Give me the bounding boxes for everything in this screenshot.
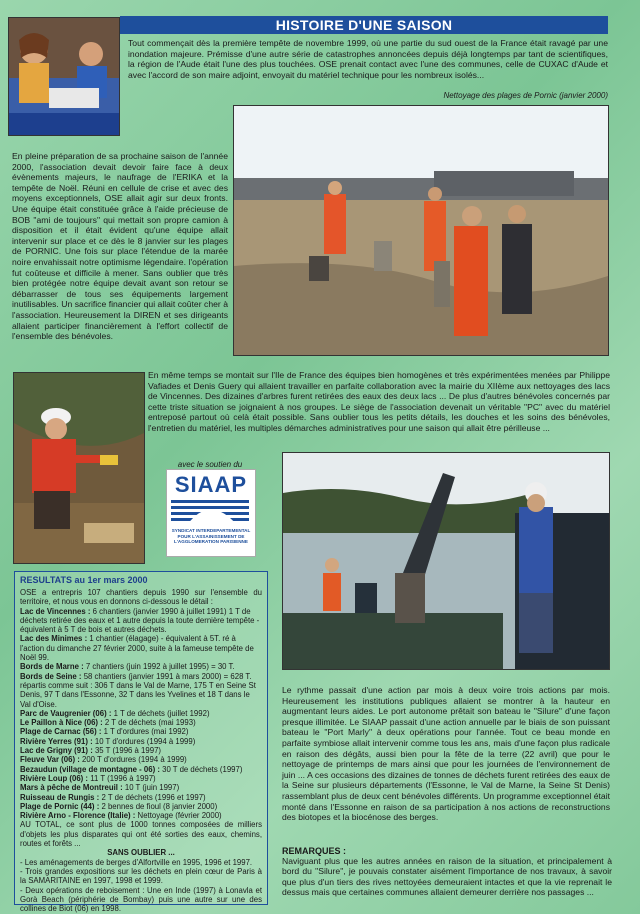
result-item-name: Mars à pêche de Montreuil : [20,783,123,793]
result-item-name: Bords de Marne : [20,662,84,672]
result-item [20,793,262,802]
photo-caption-pornic: Nettoyage des plages de Pornic (janvier 2000) [443,91,608,100]
result-item [20,634,262,662]
result-extra: - Les aménagements de berges d'Alfortville en 1995, 1996 et 1997. [20,857,253,867]
photo-beach-cleanup [233,105,609,356]
result-item [20,737,262,746]
remarks-section [282,846,612,898]
photo-volunteers-workshop-image [9,18,119,135]
result-item [20,783,262,792]
result-item-text: 200 T d'ordures (1994 à 1999) [79,755,187,765]
result-item [20,672,262,709]
result-item [20,765,262,774]
result-item-name: Parc de Vaugrenier (06) : [20,708,112,718]
results-intro: OSE a entrepris 107 chantiers depuis 1990 sur l'ensemble du territoire, et nous vous en donnons ci-dessous le détail : [20,588,262,607]
results-sans-oublier: SANS OUBLIER ... [107,848,175,858]
result-item-text: 10 T d'ordures (1994 à 1999) [92,736,196,746]
result-item [20,607,262,635]
result-item-name: Lac des Minimes : [20,634,88,644]
result-item-name: Rivière Loup (06) : [20,773,89,783]
remarks-text: Naviguant plus que les autres années en raison de la situation, et principalement à bord du "Silure", je pouvais constater aisément l'importance de nos travaux, à savoir que plus d'un tiers des rives nettoyées demeuraient intactes et que la vie reprenait le dessus mais que certaines communes allaient demeurer derrière nos passages ... [282,856,612,898]
result-extra: - Deux opérations de reboisement : Une en Inde (1997) à Lonavla et Gorà Beach (périphérie de Bombay) puis une autre sur une des collines de Biot (06) en 1998. [20,885,262,914]
photo-river-boat [282,452,610,670]
paragraph-rhythm: Le rythme passait d'une action par mois à deux voire trois actions par mois. Heureusement les institutions publiques allaient se montrer à la hauteur en augmentant leurs aides. Le port autonome prêtait son bateau le "Silure" d'une façon presque illimitée. Le SIAAP passait d'une action annuelle par le biais de son puissant bateau le "Port Marly" à deux opérations pour l'année. Tout ce beau monde en parfaite symbiose allait intervenir comme tous les ans, mais d'une façon plus radicale en raison des dégâts, aussi bien pour la fête de la terre (22 avril) que pour le nettoyage de printemps de mars ainsi que pour les journées de l'environnement de juin ... A ces occasions des dizaines de tonnes de déchets furent retirées des eaux de la Seine sur plusieurs départements (l'Essonne, le Val de Marne, la Seine St Denis) rassemblant plus de deux cent bénévoles différents. Un programme exceptionnel était monté dans l'Essonne en raison de sa participation à nos actions de reconstructions des biotopes et la biocénose des berges. [282,685,610,823]
siaap-logo-subtitle: SYNDICAT INTERDEPARTEMENTAL POUR L'ASSAINISSEMENT DE L'AGGLOMERATION PARISIENNE [171,528,251,544]
result-item-text: 2 T de déchets (mai 1993) [102,718,196,728]
results-total: AU TOTAL, ce sont plus de 1000 tonnes composées de milliers d'objets les plus disparates qui ont été sorties des eaux, chemins, routes et forêts ... [20,820,262,849]
result-item-text: 7 chantiers (juin 1992 à juillet 1995) = 30 T. [83,662,235,672]
result-item [20,718,262,727]
photo-young-volunteer-image [14,373,144,563]
result-item-name: Rivière Yerres (91) : [20,736,93,746]
result-extra: - Trois grandes expositions sur les déchets en plein cœur de Paris à la SAMARITAINE en 1997, 1998 et 1999. [20,866,262,886]
result-item [20,709,262,718]
results-extras [20,858,262,914]
result-item-text: 58 chantiers (janvier 1991 à mars 2000) = 628 T. répartis comme suit : 306 T dans le Val de Marne, 175 T en Seine St Denis, 97 T dans l'Essonne, 32 T dans les Yvelines et 18 T dans le Val d'Oise. [20,671,256,709]
photo-volunteers-workshop [8,17,120,136]
result-item [20,774,262,783]
result-item [20,811,262,820]
sponsor-label: avec le soutien du [177,460,243,469]
result-item-text: 1 chantier (élagage) - équivalent à 5T. ré à l'action du dimanche 27 février 2000, suite à la fameuse tempête de Noël 99. [20,634,254,663]
result-item-text: 35 T (1996 à 1997) [92,746,162,756]
result-item-name: Rivière Arno - Florence (Italie) : [20,811,136,821]
result-item-name: Lac de Grigny (91) : [20,746,93,756]
result-item-text: 6 chantiers (janvier 1990 à juillet 1991) 1 T de déchets retirée des eaux et 1 autre depuis la toute dernière tempête - équivalent à 5 T de bois et autres déchets. [20,606,260,635]
result-item-name: Fleuve Var (06) : [20,755,80,765]
photo-young-volunteer [13,372,145,564]
result-item-text: 11 T (1996 à 1997) [88,773,156,783]
result-item-text: 30 T de déchets (1997) [159,764,243,774]
paragraph-vincennes: En même temps se montait sur l'Ile de France des équipes bien homogènes et très expérimentées menées par Philippe Vafiades et Denis Guery qui allaient travailler en parfaite collaboration avec la mairie du XIIème aux nettoyages des lacs de Vincennes. Des dizaines d'arbres furent retirées des eaux des deux lacs ... De plus d'autres bénévoles concernés par cette triste situation se joignaient à nos groupes. Le siège de l'association devenait un véritable "PC" avec du matériel entreposé partout où celà était possible. Sans oublier tous les petits détails, les douches et les soins des bénévoles, l'entretien du matériel, les multiples démarches administratives pour une saison qui allait être périlleuse ... [148,370,610,433]
result-item [20,746,262,755]
result-item-name: Lac de Vincennes : [20,606,91,616]
result-item [20,727,262,736]
result-item [20,755,262,764]
remarks-title: REMARQUES : [282,846,347,856]
siaap-wave-icon [167,498,253,528]
photo-river-boat-image [283,453,609,669]
results-box [14,571,268,914]
intro-paragraph: Tout commençait dès la première tempête de novembre 1999, où une partie du sud ouest de la France était ravagé par une inondation majeure. Prémisse d'une autre série de catastrophes annoncées depuis déjà longtemps par tant de scientifiques, la région de l'Aude était l'une des plus touchées. OSE prenait contact avec l'une des communes, celle de CUXAC d'Aude et avec l'accord de son maire adjoint, envoyait du matériel technique pour les nombreux isolés... [128,38,608,80]
results-title: RESULTATS au 1er mars 2000 [20,575,148,585]
result-item-name: Ruisseau de Rungis : [20,792,100,802]
result-item-text: 1 T d'ordures (mai 1992) [101,727,189,737]
result-item-text: 2 T de déchets (1996 et 1997) [99,792,206,802]
siaap-logo-text: SIAAP [174,472,248,497]
siaap-logo [166,469,256,557]
result-item [20,662,262,671]
photo-beach-cleanup-image [234,106,608,355]
result-item-name: Plage de Carnac (56) : [20,727,102,737]
result-item-text: 2 bennes de fioul (8 janvier 2000) [99,801,218,811]
result-item-name: Bezaudun (village de montagne - 06) : [20,764,160,774]
result-item-name: Le Paillon à Nice (06) : [20,718,103,728]
result-item-text: Nettoyage (février 2000) [135,811,222,821]
result-item-text: 10 T (juin 1997) [122,783,180,793]
result-item-name: Bords de Seine : [20,671,82,681]
result-item [20,802,262,811]
results-list [20,607,262,821]
paragraph-erika-pornic: En pleine préparation de sa prochaine saison de l'année 2000, l'association devait devoir faire face à deux évènements majeurs, le naufrage de l'ERIKA et la tempête de Noël. Réuni en cellule de crise et avec des moyens exceptionnels, OSE allait agir sur deux fronts. Une équipe était constituée grâce à l'aide précieuse de BOB "ami de toujours" qui mettait son propre camion à disposition et il était évident qu'une équipe allait intervenir sur place et ce dès le 8 janvier sur les plages de PORNIC. Une fois sur place l'étendue de la marée noire envahissait notre optimisme légendaire. l'opération fut coûteuse et difficile à mener. Sans oublier que très bien protégée notre équipe devait avant son retour se débarrasser de tous ses équipements largement inutilisables. Un sacrifice financier qui allait coûter cher à l'association. Heureusement la DIREN et ses dirigeants allaient participer financièrement à l'effort collectif de l'ensemble des bénévoles. [12,151,228,342]
result-item-name: Plage de Pornic (44) : [20,801,100,811]
result-item-text: 1 T de déchets (juillet 1992) [111,708,210,718]
page-title: HISTOIRE D'UNE SAISON [120,16,608,34]
